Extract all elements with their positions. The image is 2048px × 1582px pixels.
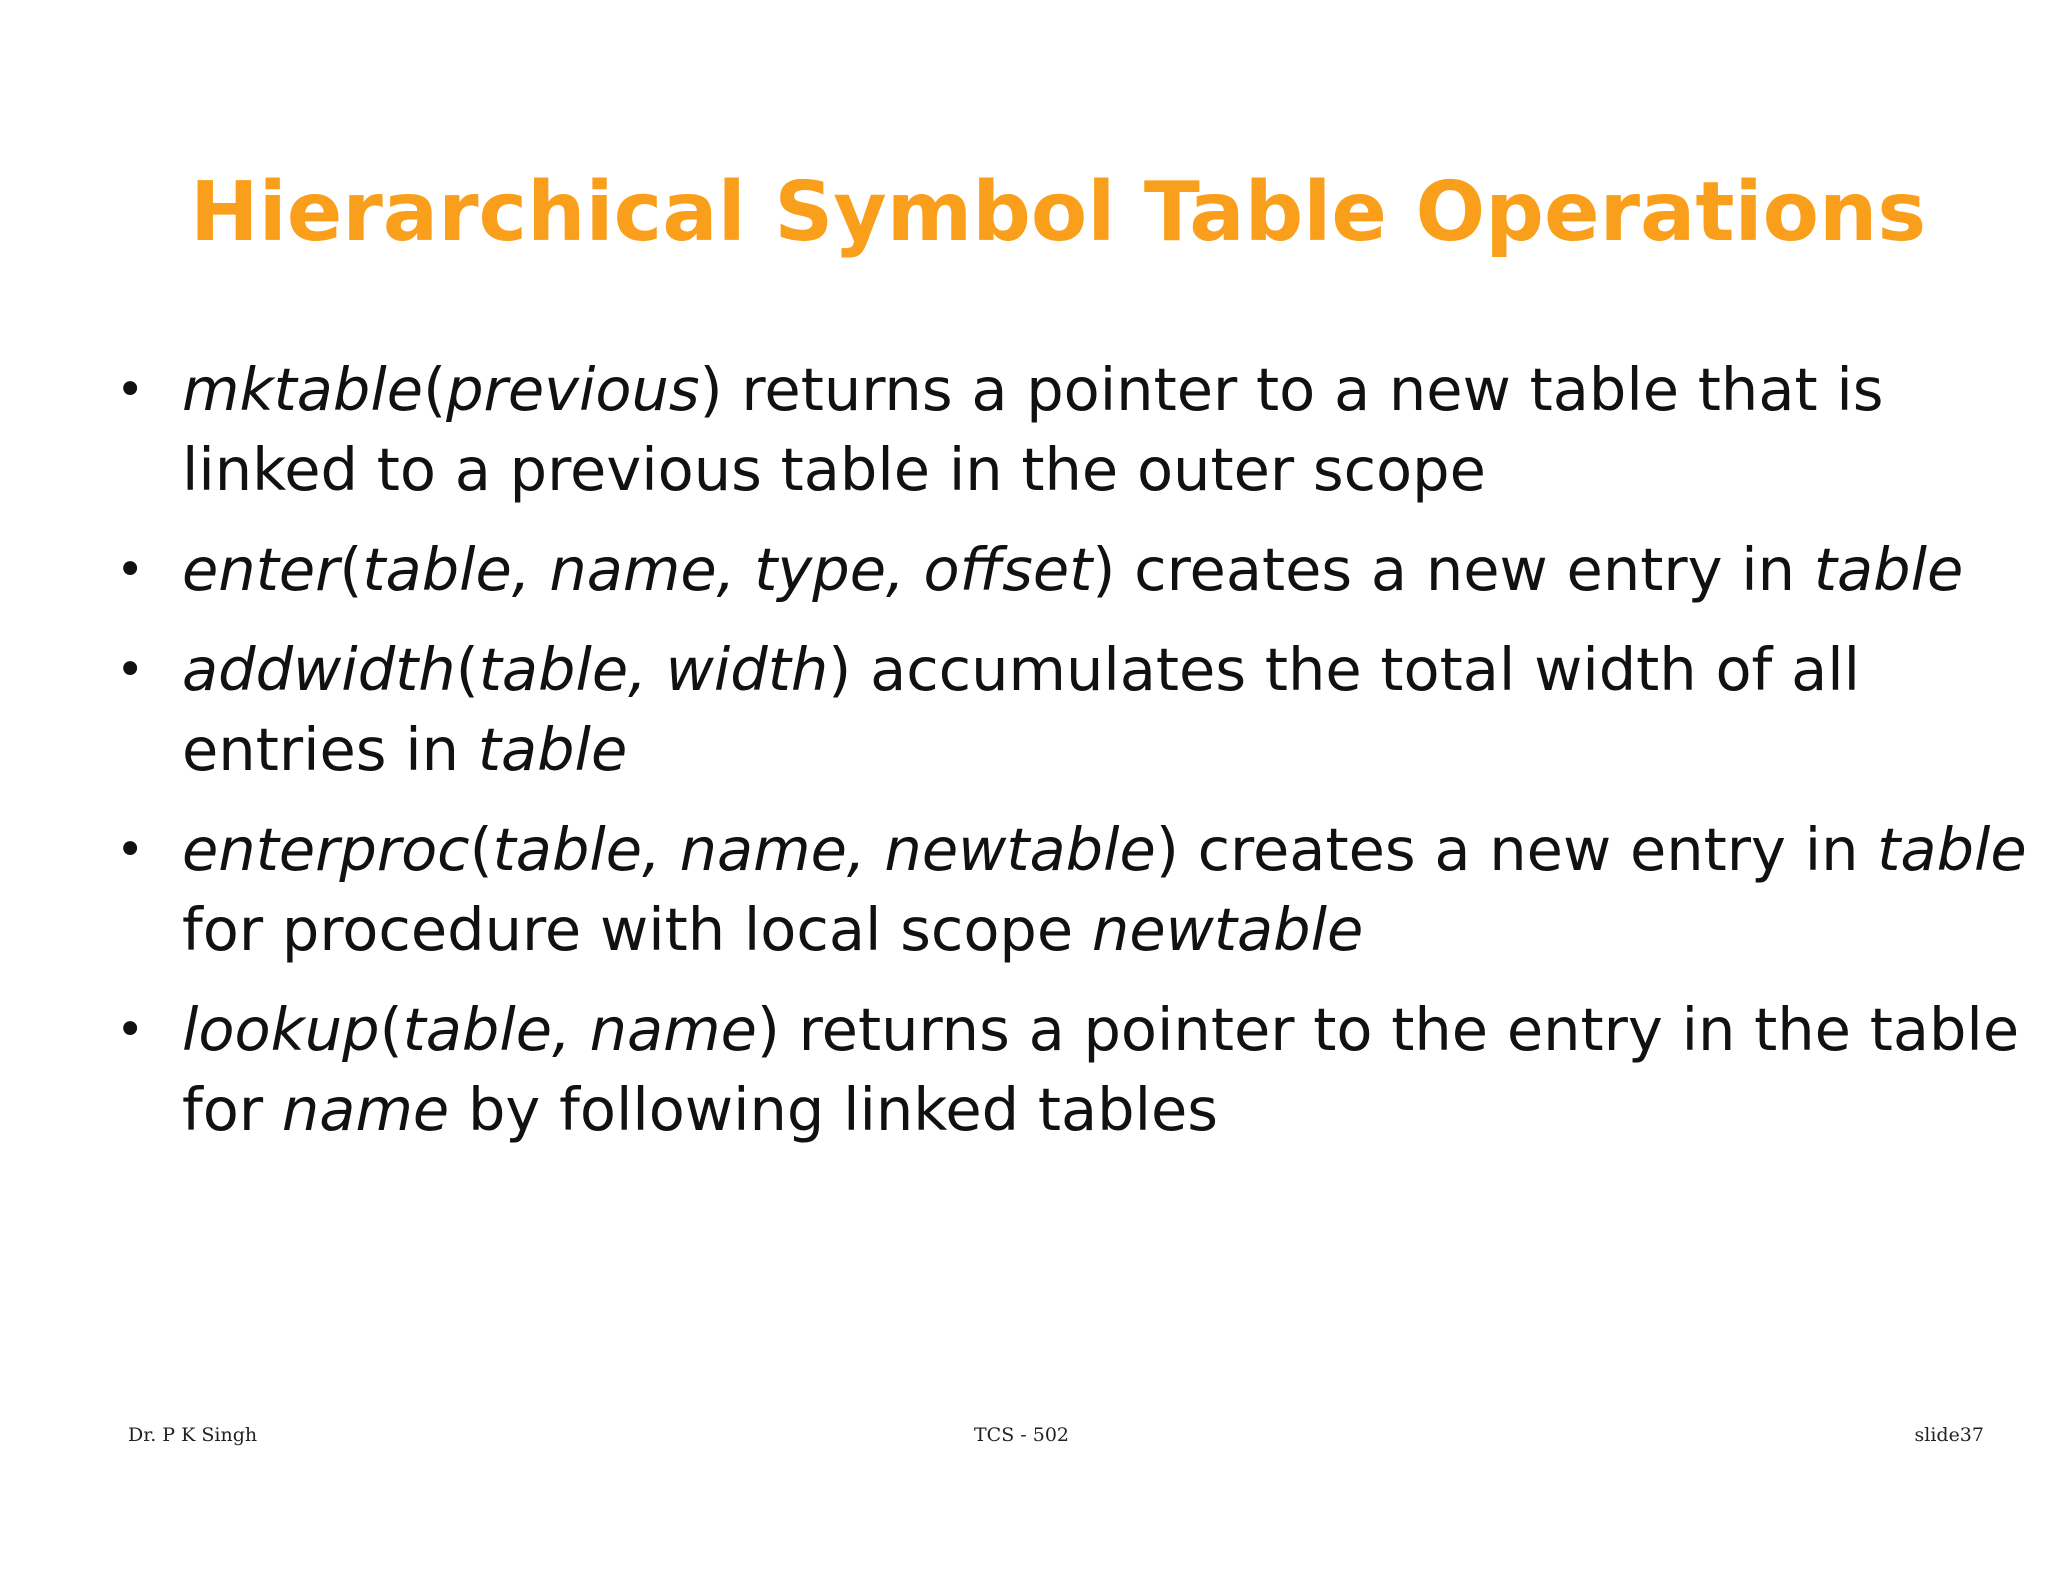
bullet-text-italic: addwidth (182, 635, 456, 704)
bullet-text: ) creates a new entry in (1092, 535, 1814, 604)
bullet-text: linked to a previous table in the outer scope (182, 435, 1486, 504)
bullet-text: entries in (182, 715, 478, 784)
bullet-line (182, 990, 2020, 1070)
bullet-text-italic: enterproc (182, 815, 470, 884)
bullet-line (182, 710, 1970, 790)
bullet-text: ( (339, 535, 363, 604)
bullet-text-italic: table, width (478, 635, 829, 704)
bullet-text-italic: table, name (402, 995, 757, 1064)
bullet-text: for (182, 1075, 282, 1144)
bullet-text: ( (469, 815, 493, 884)
bullet-text-italic: newtable (1091, 895, 1364, 964)
bullet-line (182, 630, 1970, 710)
bullet-dot-icon: • (116, 1002, 145, 1058)
bullet-line (182, 530, 1970, 610)
bullet-text-italic: enter (182, 535, 340, 604)
bullet-item (110, 530, 1970, 610)
bullet-text-italic: table, name, newtable (492, 815, 1156, 884)
bullet-text: ) returns a pointer to a new table that is (699, 355, 1884, 424)
bullet-dot-icon: • (116, 642, 145, 698)
bullet-item (110, 630, 1970, 790)
bullet-text-italic: table, name, type, offset (362, 535, 1093, 604)
footer-slide-number: slide37 (1914, 1424, 1984, 1446)
bullet-text-italic: previous (446, 355, 700, 424)
bullet-text-italic: table (477, 715, 628, 784)
bullet-text-italic: lookup (182, 995, 380, 1064)
bullet-text: ) returns a pointer to the entry in the table (756, 995, 2020, 1064)
bullet-item (110, 350, 1970, 510)
bullet-line (182, 430, 1970, 510)
bullet-item (110, 990, 2020, 1150)
bullet-text: ( (455, 635, 479, 704)
footer-author: Dr. P K Singh (128, 1424, 258, 1446)
bullet-text-italic: table (1877, 815, 2027, 884)
bullet-line (182, 890, 1970, 970)
bullet-text-italic: table (1813, 535, 1964, 604)
bullet-text-italic: mktable (182, 355, 424, 424)
bullet-dot-icon: • (116, 822, 145, 878)
slide-title: Hierarchical Symbol Table Operations (190, 165, 1927, 260)
bullet-item (110, 810, 2027, 970)
bullet-text: by following linked tables (449, 1075, 1219, 1144)
bullet-dot-icon: • (116, 542, 145, 598)
bullet-text: ) accumulates the total width of all (828, 635, 1861, 704)
bullet-line (182, 810, 2027, 890)
bullet-text: ( (379, 995, 403, 1064)
footer-course: TCS - 502 (974, 1424, 1069, 1446)
bullet-line (182, 350, 1970, 430)
bullet-text: ( (423, 355, 447, 424)
bullet-dot-icon: • (116, 362, 145, 418)
bullet-text: ) creates a new entry in (1155, 815, 1878, 884)
bullet-line (182, 1070, 1970, 1150)
bullet-list (110, 350, 2027, 1170)
bullet-text: for procedure with local scope (182, 895, 1092, 964)
bullet-text-italic: name (281, 1075, 450, 1144)
